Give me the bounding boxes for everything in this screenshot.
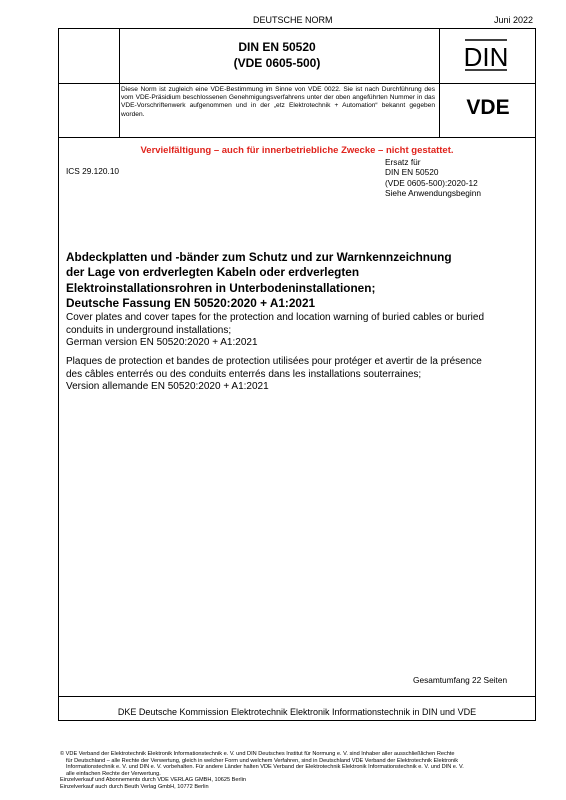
footer-line: Informationstechnik e. V. und DIN e. V. vorbehalten. Für andere Länder halten VDE Verband der Elektrotechnik Elektronik Informationstechnik e. V. und DIN e. V.	[66, 764, 464, 771]
title-line: conduits in underground installations;	[66, 324, 232, 336]
copyright-footer	[60, 751, 530, 791]
dke-line: DKE Deutsche Kommission Elektrotechnik Elektronik Informationstechnik in DIN und VDE	[117, 707, 477, 717]
vde-classification: (VDE 0605-500)	[233, 56, 321, 70]
title-line: Abdeckplatten und -bänder zum Schutz und zur Warnkennzeichnung	[66, 250, 452, 264]
title-line: Deutsche Fassung EN 50520:2020 + A1:2021	[66, 296, 316, 311]
title-german	[66, 250, 526, 312]
copy-warning: Vervielfältigung – auch für innerbetriebliche Zwecke – nicht gestattet.	[140, 145, 454, 156]
din-logo	[462, 38, 510, 72]
standard-number: DIN EN 50520	[238, 40, 316, 54]
divider	[59, 137, 535, 138]
vde-logo	[452, 95, 524, 117]
title-line: Plaques de protection et bandes de protection utilisées pour protéger et avertir de la présence	[66, 356, 482, 367]
replacement-info	[385, 157, 481, 199]
title-line: Elektroinstallationsrohren in Unterbodeninstallationen;	[66, 280, 376, 295]
footer-line: für Deutschland – alle Rechte der Verwertung, gleich in welcher Form und welchem Verfahren, sind in Deutschland VDE Verband der Elektrotechnik Elektronik	[66, 757, 459, 764]
footer-line: Einzelverkauf und Abonnements durch VDE VERLAG GMBH, 10625 Berlin	[60, 777, 246, 784]
din-logo-text: DIN	[463, 42, 509, 72]
title-line: Cover plates and cover tapes for the protection and location warning of buried cables or buried	[66, 312, 485, 323]
replacement-line: DIN EN 50520	[385, 167, 439, 178]
footer-line: Einzelverkauf auch durch Beuth Verlag GmbH, 10772 Berlin	[60, 783, 209, 790]
footer-line: alle einfachen Rechte der Verwertung.	[66, 770, 161, 777]
divider	[59, 696, 535, 697]
vde-notice: Diese Norm ist zugleich eine VDE-Bestimmung im Sinne von VDE 0022. Sie ist nach Durchführung des vom VDE-Präsidium beschlossenen Genehmigungsverfahrens unter der oben angeführten Nummer in das VDE-Vorschriftenwerk aufgenommen und in der „etz Elektrotechnik + Automation“ bekannt gegeben worden.	[121, 86, 435, 118]
title-line: der Lage von erdverlegten Kabeln oder erdverlegten	[66, 265, 360, 280]
ics-code: ICS 29.120.10	[66, 166, 120, 176]
title-line: des câbles enterrés ou des conduits enterrés dans les installations souterraines;	[66, 368, 422, 380]
replacement-line: Siehe Anwendungsbeginn	[385, 188, 481, 199]
title-french	[66, 356, 526, 394]
title-line: Version allemande EN 50520:2020 + A1:2021	[66, 381, 269, 393]
title-english	[66, 312, 526, 350]
vde-logo-text: VDE	[466, 96, 510, 117]
replacement-line: (VDE 0605-500):2020-12	[385, 177, 478, 188]
document-type: DEUTSCHE NORM	[253, 15, 333, 25]
divider	[59, 83, 535, 84]
replacement-line: Ersatz für	[385, 157, 421, 167]
footer-line: © VDE Verband der Elektrotechnik Elektronik Informationstechnik e. V. und DIN Deutsches Institut für Normung e. V. sind Inhaber aller ausschließlichen Rechte	[60, 751, 455, 757]
publication-date: Juni 2022	[494, 15, 534, 25]
divider	[439, 29, 440, 138]
title-line: German version EN 50520:2020 + A1:2021	[66, 337, 258, 349]
total-pages: Gesamtumfang 22 Seiten	[413, 675, 508, 685]
